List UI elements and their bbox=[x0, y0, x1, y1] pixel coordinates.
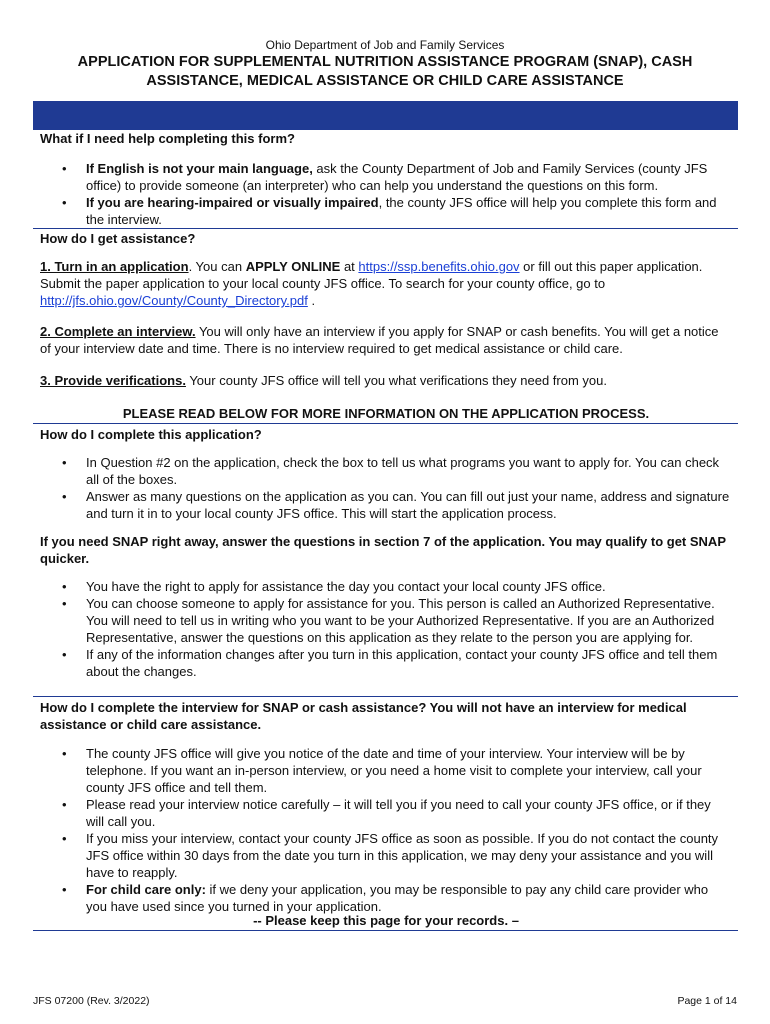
page-number: Page 1 of 14 bbox=[677, 995, 737, 1007]
section-divider bbox=[33, 930, 738, 931]
step-1-text-a: . You can bbox=[188, 259, 246, 274]
form-title bbox=[40, 53, 730, 91]
step-2-label: 2. Complete an interview. bbox=[40, 324, 196, 339]
interview-item-text: if we deny your application, you may be responsible to pay any child care provider who you have used since you turned in your application. bbox=[86, 882, 709, 914]
list-item bbox=[40, 745, 732, 796]
interview-item-bold: For child care only: bbox=[86, 882, 206, 897]
interview-list bbox=[40, 745, 732, 915]
assistance-heading: How do I get assistance? bbox=[40, 231, 196, 246]
benefits-portal-link[interactable]: https://ssp.benefits.ohio.gov bbox=[358, 259, 520, 274]
process-notice: PLEASE READ BELOW FOR MORE INFORMATION ON THE APPLICATION PROCESS. bbox=[122, 406, 650, 421]
step-3-text: Your county JFS office will tell you what verifications they need from you. bbox=[185, 373, 607, 388]
list-item bbox=[40, 160, 732, 194]
step-1-label: 1. Turn in an application bbox=[40, 259, 189, 274]
step-3-paragraph bbox=[40, 372, 732, 389]
section-divider bbox=[33, 696, 738, 697]
interview-item-text: Please read your interview notice carefully – it will tell you if you need to call your county JFS office, or if they will call you. bbox=[86, 797, 711, 829]
apply-online-label: APPLY ONLINE bbox=[245, 259, 341, 274]
list-item bbox=[40, 881, 732, 915]
step-1-text-c: or fill out this paper application. Submit the paper application to your local county JFS office. To search for your county office, go to bbox=[40, 259, 703, 291]
list-item bbox=[40, 194, 732, 228]
list-item: • Answer as many questions on the application as you can. You can fill out just your name, address and signature and turn it in to your local county JFS office. This will start the application process. bbox=[40, 488, 732, 522]
step-2-paragraph bbox=[40, 323, 732, 357]
complete-list bbox=[40, 454, 732, 522]
help-item-bold: If you are hearing-impaired or visually impaired bbox=[86, 195, 379, 210]
help-item-text: , the county JFS office will help you complete this form and the interview. bbox=[86, 195, 717, 227]
help-item-text: ask the County Department of Job and Family Services (county JFS office) to provide someone (an interpreter) who can help you understand the questions on this form. bbox=[86, 161, 708, 193]
list-item: • You have the right to apply for assistance the day you contact your local county JFS office. bbox=[40, 578, 732, 595]
step-3-label: 3. Provide verifications. bbox=[40, 373, 186, 388]
agency-name: Ohio Department of Job and Family Services bbox=[265, 38, 505, 52]
section-divider bbox=[33, 228, 738, 229]
keep-records-note: -- Please keep this page for your records. – bbox=[253, 913, 519, 928]
form-title-line-2: ASSISTANCE, MEDICAL ASSISTANCE OR CHILD CARE ASSISTANCE bbox=[146, 73, 624, 89]
help-list bbox=[40, 160, 732, 228]
county-directory-link[interactable]: http://jfs.ohio.gov/County/County_Directory.pdf bbox=[40, 293, 308, 308]
form-id: JFS 07200 (Rev. 3/2022) bbox=[33, 995, 150, 1007]
step-2-text: You will only have an interview if you apply for SNAP or cash benefits. You will get a notice of your interview date and time. There is no interview required to get medical assistance or child care. bbox=[40, 324, 719, 356]
list-item: • If any of the information changes after you turn in this application, contact your county JFS office and tell them about the changes. bbox=[40, 646, 732, 680]
step-1-text-d: . bbox=[307, 293, 316, 308]
list-item: • In Question #2 on the application, check the box to tell us what programs you want to apply for. You can check all of the boxes. bbox=[40, 454, 732, 488]
step-1-text-b: at bbox=[340, 259, 359, 274]
interview-item-text: If you miss your interview, contact your county JFS office as soon as possible. If you do not contact the county JFS office within 30 days from the date you turn in this application, we may deny your assistance and you will have to reapply. bbox=[86, 831, 719, 880]
list-item: • You can choose someone to apply for assistance for you. This person is called an Authorized Representative. You will need to tell us in writing who you want to be your Authorized Representative. If you are an Authorized Representative, answer the questions on this application as they relate to the person you are applying for. bbox=[40, 595, 732, 646]
form-title-line-1: APPLICATION FOR SUPPLEMENTAL NUTRITION ASSISTANCE PROGRAM (SNAP), CASH bbox=[77, 54, 693, 70]
help-item-bold: If English is not your main language, bbox=[86, 161, 313, 176]
section-divider bbox=[33, 423, 738, 424]
interview-heading: How do I complete the interview for SNAP or cash assistance? You will not have an interview for medical assistance or child care assistance. bbox=[40, 700, 687, 732]
step-1-paragraph bbox=[40, 258, 732, 309]
complete-heading: How do I complete this application? bbox=[40, 427, 262, 442]
list-item bbox=[40, 796, 732, 830]
help-heading: What if I need help completing this form? bbox=[40, 131, 295, 146]
snap-quick-heading: If you need SNAP right away, answer the questions in section 7 of the application. You may qualify to get SNAP quicker. bbox=[40, 534, 726, 566]
list-item bbox=[40, 830, 732, 881]
snap-quick-list bbox=[40, 578, 732, 680]
interview-item-text: The county JFS office will give you notice of the date and time of your interview. Your interview will be by telephone. If you want an in-person interview, or you need a home visit to complete your interview, call your county JFS office and tell them. bbox=[86, 746, 702, 795]
header-banner bbox=[33, 101, 738, 130]
